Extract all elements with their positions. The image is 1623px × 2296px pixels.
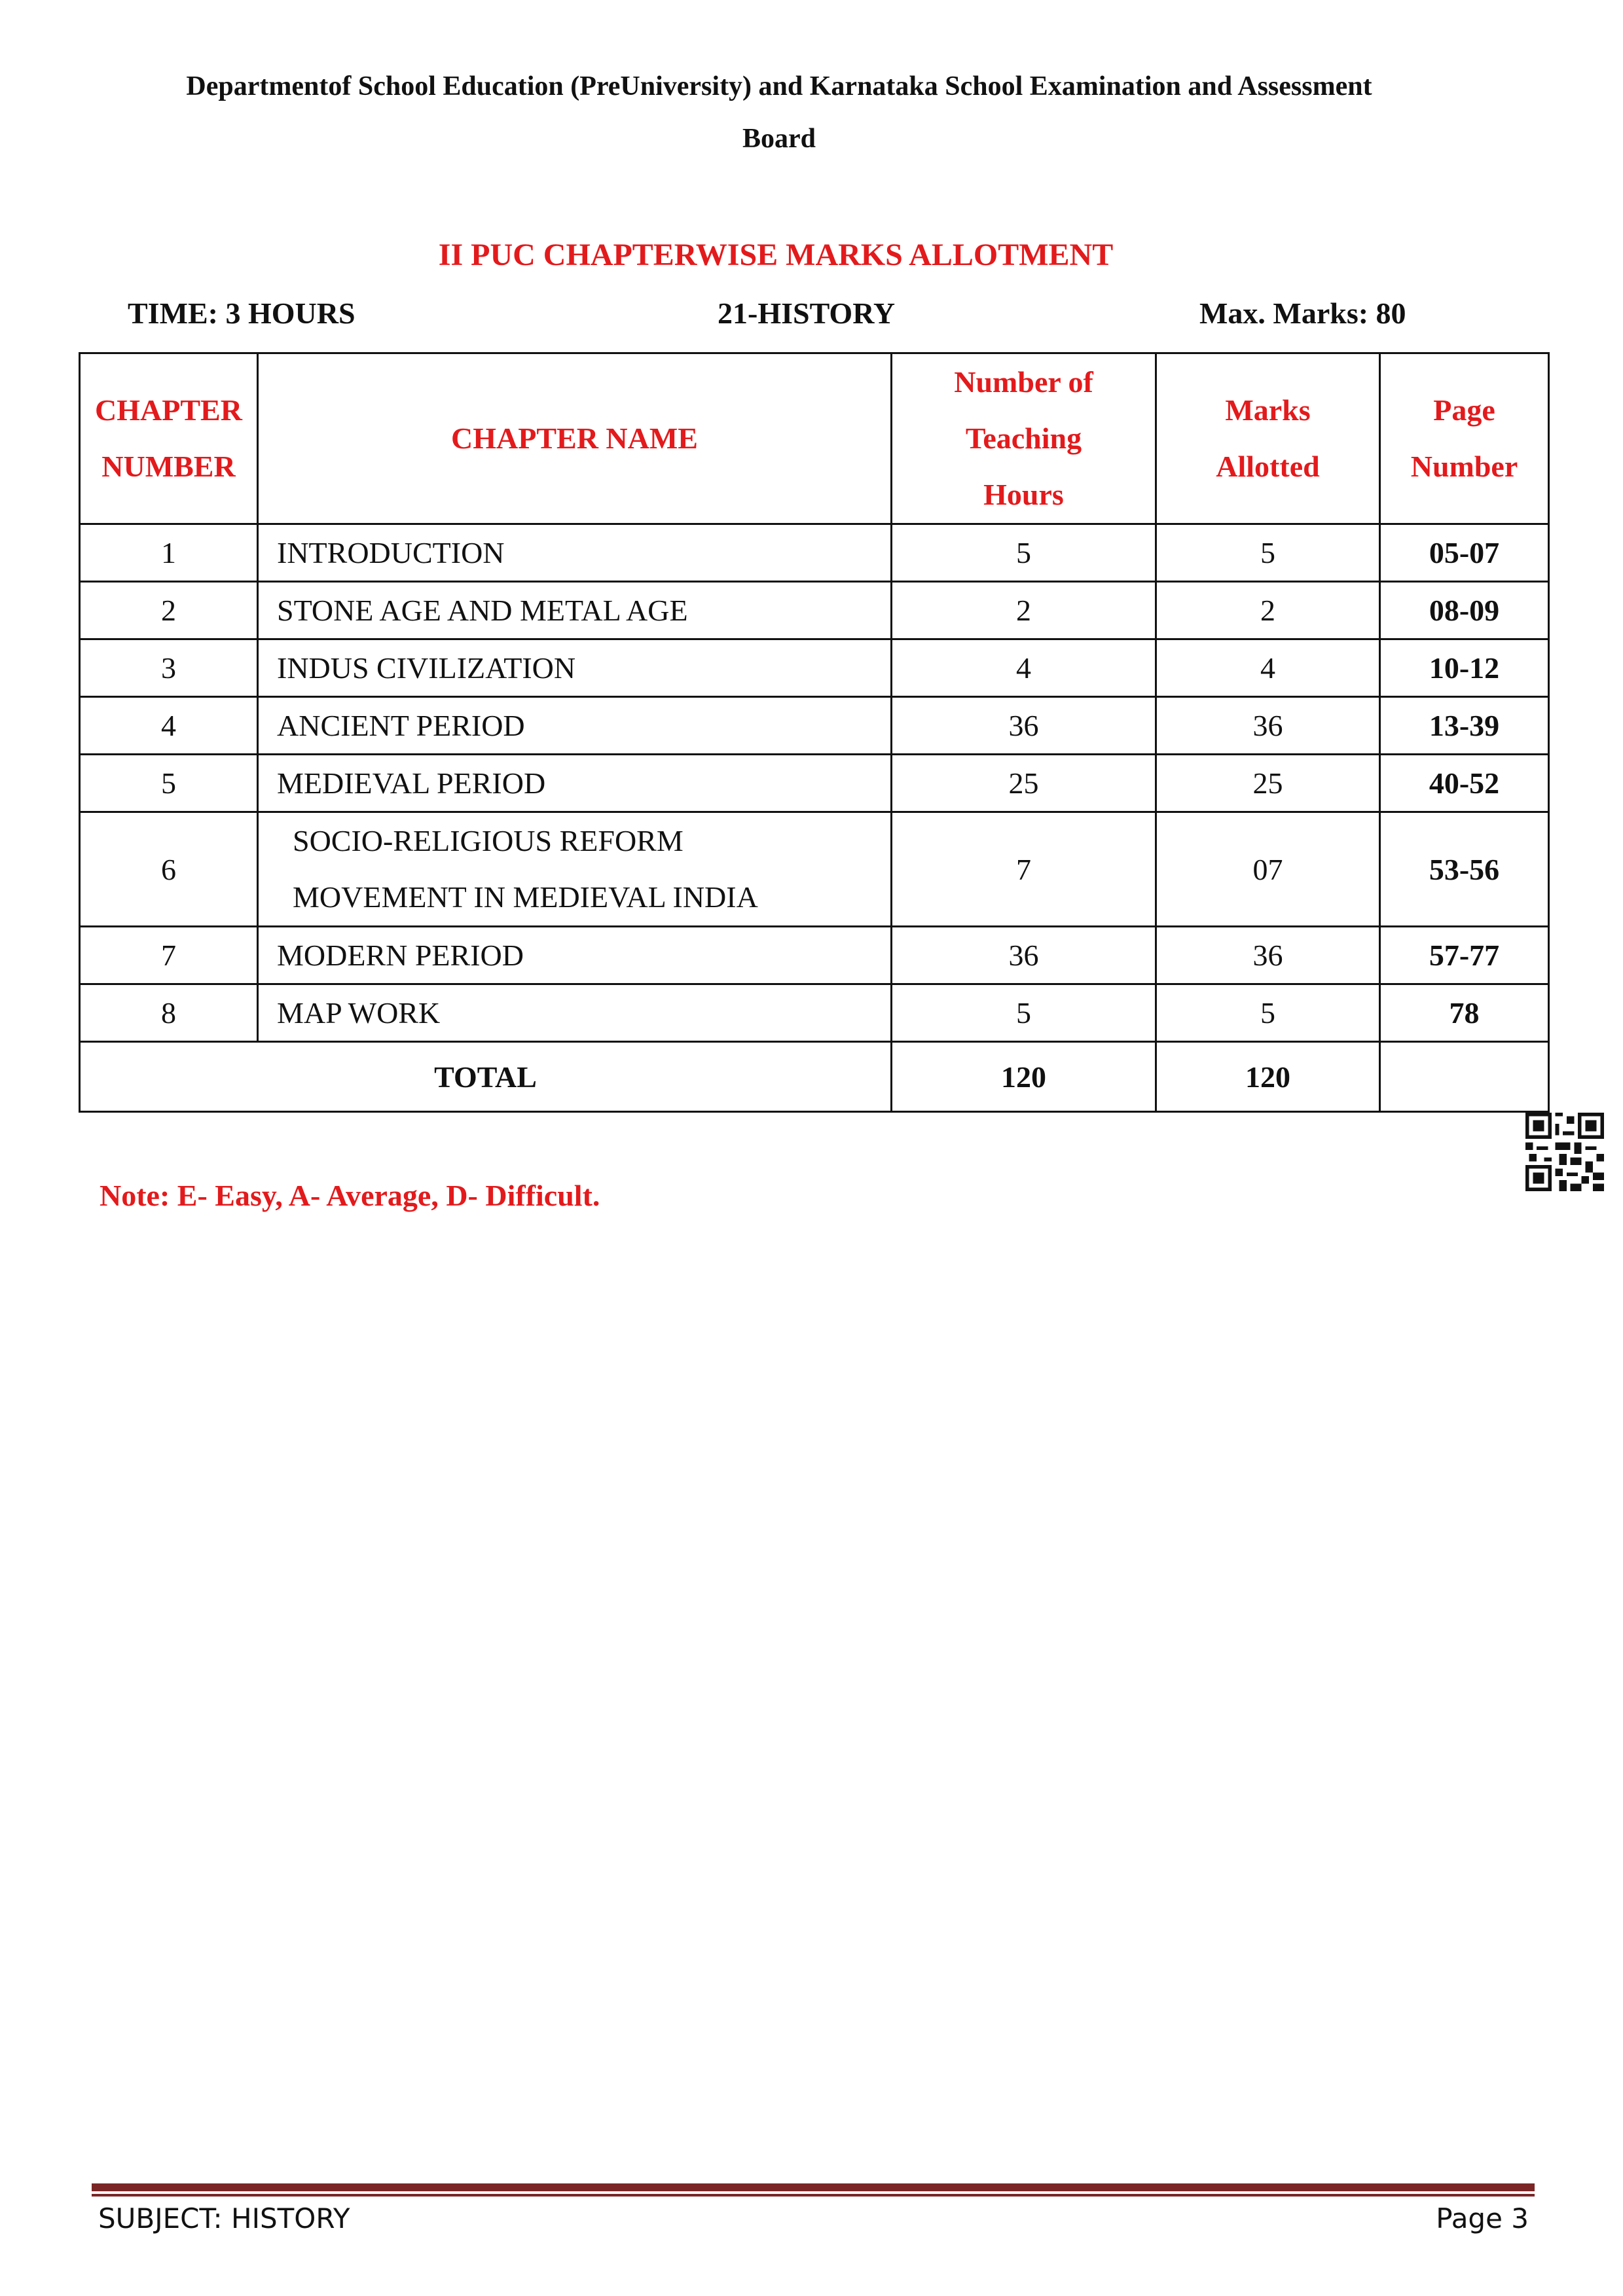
exam-time: TIME: 3 HOURS bbox=[128, 296, 356, 330]
chapter-number-cell: 8 bbox=[80, 984, 258, 1042]
chapter-number-cell: 1 bbox=[80, 524, 258, 582]
chapter-name-cell bbox=[258, 755, 892, 812]
total-hours: 120 bbox=[892, 1042, 1156, 1112]
chapter-name-cell bbox=[258, 697, 892, 755]
total-page bbox=[1380, 1042, 1549, 1112]
chapter-name-cell bbox=[258, 812, 892, 927]
marks-allotted-cell: 4 bbox=[1156, 639, 1380, 697]
page-number-cell: 57-77 bbox=[1380, 927, 1549, 984]
qr-code-icon bbox=[1525, 1113, 1604, 1191]
teaching-hours-cell: 2 bbox=[892, 582, 1156, 639]
teaching-hours-cell: 25 bbox=[892, 755, 1156, 812]
marks-allotted-cell: 5 bbox=[1156, 524, 1380, 582]
marks-allotted-cell: 2 bbox=[1156, 582, 1380, 639]
table-row bbox=[80, 582, 1549, 639]
chapter-name-cell bbox=[258, 984, 892, 1042]
page-number-cell: 08-09 bbox=[1380, 582, 1549, 639]
chapter-name-line: MOVEMENT IN MEDIEVAL INDIA bbox=[293, 880, 758, 914]
page-number-cell: 40-52 bbox=[1380, 755, 1549, 812]
table-row bbox=[80, 524, 1549, 582]
header-page-number: Page Number bbox=[1380, 353, 1549, 524]
teaching-hours-cell: 7 bbox=[892, 812, 1156, 927]
header-chapter-name: CHAPTER NAME bbox=[258, 353, 892, 524]
header-marks-allotted: Marks Allotted bbox=[1156, 353, 1380, 524]
footer-rule bbox=[92, 2183, 1535, 2191]
document-header bbox=[124, 60, 1434, 165]
header-line-2: Board bbox=[742, 124, 816, 154]
footer-rule-thin bbox=[92, 2194, 1535, 2197]
teaching-hours-cell: 4 bbox=[892, 639, 1156, 697]
table-row bbox=[80, 697, 1549, 755]
total-label: TOTAL bbox=[80, 1042, 892, 1112]
max-marks: Max. Marks: 80 bbox=[1199, 296, 1406, 330]
marks-table bbox=[79, 352, 1550, 1113]
table-header-row bbox=[80, 353, 1549, 524]
table-row bbox=[80, 755, 1549, 812]
marks-allotted-cell: 5 bbox=[1156, 984, 1380, 1042]
chapter-number-cell: 2 bbox=[80, 582, 258, 639]
chapter-number-cell: 5 bbox=[80, 755, 258, 812]
chapter-name-cell bbox=[258, 639, 892, 697]
header-teaching-hours: Number of Teaching Hours bbox=[892, 353, 1156, 524]
chapter-name-line: SOCIO-RELIGIOUS REFORM bbox=[293, 824, 684, 857]
teaching-hours-cell: 36 bbox=[892, 697, 1156, 755]
chapter-name-cell bbox=[258, 524, 892, 582]
chapter-name-cell bbox=[258, 927, 892, 984]
header-chapter-number: CHAPTER NUMBER bbox=[80, 353, 258, 524]
chapter-name-line: MAP WORK bbox=[277, 996, 441, 1030]
teaching-hours-cell: 5 bbox=[892, 524, 1156, 582]
marks-allotted-cell: 25 bbox=[1156, 755, 1380, 812]
teaching-hours-cell: 36 bbox=[892, 927, 1156, 984]
table-row bbox=[80, 984, 1549, 1042]
chapter-name-line: MEDIEVAL PERIOD bbox=[277, 766, 546, 800]
marks-allotted-cell: 36 bbox=[1156, 697, 1380, 755]
total-marks: 120 bbox=[1156, 1042, 1380, 1112]
chapter-name-line: INTRODUCTION bbox=[277, 536, 505, 569]
chapter-name-cell bbox=[258, 582, 892, 639]
page-number-cell: 10-12 bbox=[1380, 639, 1549, 697]
subject-code: 21-HISTORY bbox=[718, 296, 896, 330]
page-number-cell: 53-56 bbox=[1380, 812, 1549, 927]
chapter-name-line: MODERN PERIOD bbox=[277, 939, 524, 972]
chapter-name-line: STONE AGE AND METAL AGE bbox=[277, 594, 688, 627]
footer-subject: SUBJECT: HISTORY bbox=[98, 2202, 350, 2234]
table-row bbox=[80, 639, 1549, 697]
table-row bbox=[80, 927, 1549, 984]
page-number-cell: 13-39 bbox=[1380, 697, 1549, 755]
chapter-name-line: ANCIENT PERIOD bbox=[277, 709, 525, 742]
difficulty-note: Note: E- Easy, A- Average, D- Difficult. bbox=[100, 1179, 600, 1212]
chapter-name-line: INDUS CIVILIZATION bbox=[277, 651, 576, 685]
header-line-1: Departmentof School Education (PreUniversity) and Karnataka School Examination and Assessment bbox=[186, 71, 1372, 101]
page-number-cell: 05-07 bbox=[1380, 524, 1549, 582]
chapter-number-cell: 7 bbox=[80, 927, 258, 984]
chapter-number-cell: 3 bbox=[80, 639, 258, 697]
chapter-number-cell: 4 bbox=[80, 697, 258, 755]
marks-allotted-cell: 36 bbox=[1156, 927, 1380, 984]
page-title: II PUC CHAPTERWISE MARKS ALLOTMENT bbox=[438, 238, 1114, 272]
footer-page-number: Page 3 bbox=[1436, 2202, 1529, 2234]
total-row bbox=[80, 1042, 1549, 1112]
page-number-cell: 78 bbox=[1380, 984, 1549, 1042]
marks-allotted-cell: 07 bbox=[1156, 812, 1380, 927]
teaching-hours-cell: 5 bbox=[892, 984, 1156, 1042]
table-row bbox=[80, 812, 1549, 927]
chapter-number-cell: 6 bbox=[80, 812, 258, 927]
